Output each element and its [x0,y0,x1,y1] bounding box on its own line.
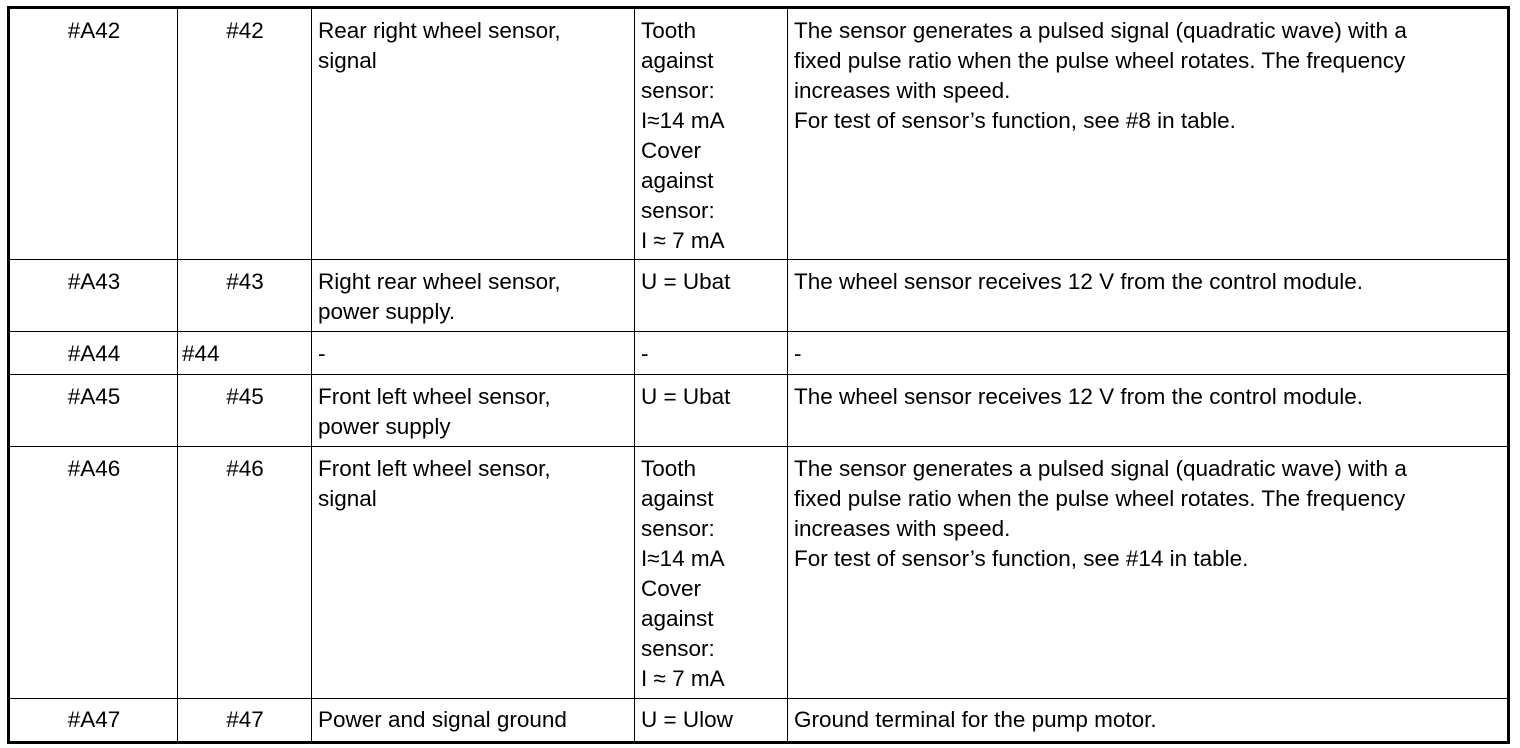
value-line: Cover [641,138,702,163]
pin-a-cell: #A45 [9,375,178,447]
value-line: against [641,48,714,73]
description-line: - [318,341,326,366]
value-line: I≈14 mA [641,546,725,571]
comment-line: The wheel sensor receives 12 V from the control module. [794,384,1364,409]
value-line: Tooth [641,18,697,43]
comment-line: The sensor generates a pulsed signal (quadratic wave) with a [794,18,1407,43]
comment-line: For test of sensor’s function, see #14 in table. [794,546,1249,571]
comment-line: The wheel sensor receives 12 V from the control module. [794,269,1364,294]
table-row [9,447,1509,699]
comment-line: - [794,341,802,366]
description-line: power supply [318,414,451,439]
pin-a-cell: #A42 [9,8,178,260]
pin-b-cell: #45 [178,375,312,447]
value-cell [635,375,788,447]
value-cell [635,447,788,699]
description-line: signal [318,48,377,73]
table-row [9,375,1509,447]
value-line: against [641,486,714,511]
value-line: - [641,341,649,366]
description-cell [312,8,635,260]
description-line: Right rear wheel sensor, [318,269,561,294]
pin-b-cell: #43 [178,260,312,332]
table-row [9,8,1509,260]
value-line: U = Ulow [641,707,733,732]
value-line: I ≈ 7 mA [641,228,725,253]
description-line: signal [318,486,377,511]
value-line: sensor: [641,78,715,103]
value-line: U = Ubat [641,384,731,409]
comment-line: The sensor generates a pulsed signal (quadratic wave) with a [794,456,1407,481]
value-line: sensor: [641,198,715,223]
comment-line: increases with speed. [794,516,1011,541]
table-row [9,260,1509,332]
pin-b-cell: #42 [178,8,312,260]
value-line: Tooth [641,456,697,481]
pin-b-cell: #47 [178,699,312,743]
pin-b-cell: #44 [178,332,312,375]
comment-cell [788,447,1509,699]
comment-line: For test of sensor’s function, see #8 in table. [794,108,1236,133]
value-line: against [641,168,714,193]
table-row [9,332,1509,375]
description-line: Power and signal ground [318,707,567,732]
description-cell [312,447,635,699]
value-line: I ≈ 7 mA [641,666,725,691]
value-line: U = Ubat [641,269,731,294]
comment-cell [788,699,1509,743]
comment-line: Ground terminal for the pump motor. [794,707,1157,732]
comment-line: fixed pulse ratio when the pulse wheel rotates. The frequency [794,48,1406,73]
value-cell [635,332,788,375]
comment-cell [788,332,1509,375]
description-line: Front left wheel sensor, [318,384,551,409]
pin-a-cell: #A47 [9,699,178,743]
value-cell [635,699,788,743]
pin-table [7,6,1510,744]
comment-cell [788,375,1509,447]
comment-cell [788,8,1509,260]
comment-cell [788,260,1509,332]
description-line: Rear right wheel sensor, [318,18,561,43]
comment-line: fixed pulse ratio when the pulse wheel rotates. The frequency [794,486,1406,511]
pin-a-cell: #A43 [9,260,178,332]
description-line: Front left wheel sensor, [318,456,551,481]
pin-a-cell: #A46 [9,447,178,699]
value-line: sensor: [641,636,715,661]
value-line: I≈14 mA [641,108,725,133]
comment-line: increases with speed. [794,78,1011,103]
description-cell [312,260,635,332]
pin-b-cell: #46 [178,447,312,699]
description-cell [312,699,635,743]
description-line: power supply. [318,299,456,324]
description-cell [312,332,635,375]
value-cell [635,260,788,332]
value-line: sensor: [641,516,715,541]
value-cell [635,8,788,260]
pin-a-cell: #A44 [9,332,178,375]
value-line: Cover [641,576,702,601]
description-cell [312,375,635,447]
value-line: against [641,606,714,631]
table-row [9,699,1509,743]
